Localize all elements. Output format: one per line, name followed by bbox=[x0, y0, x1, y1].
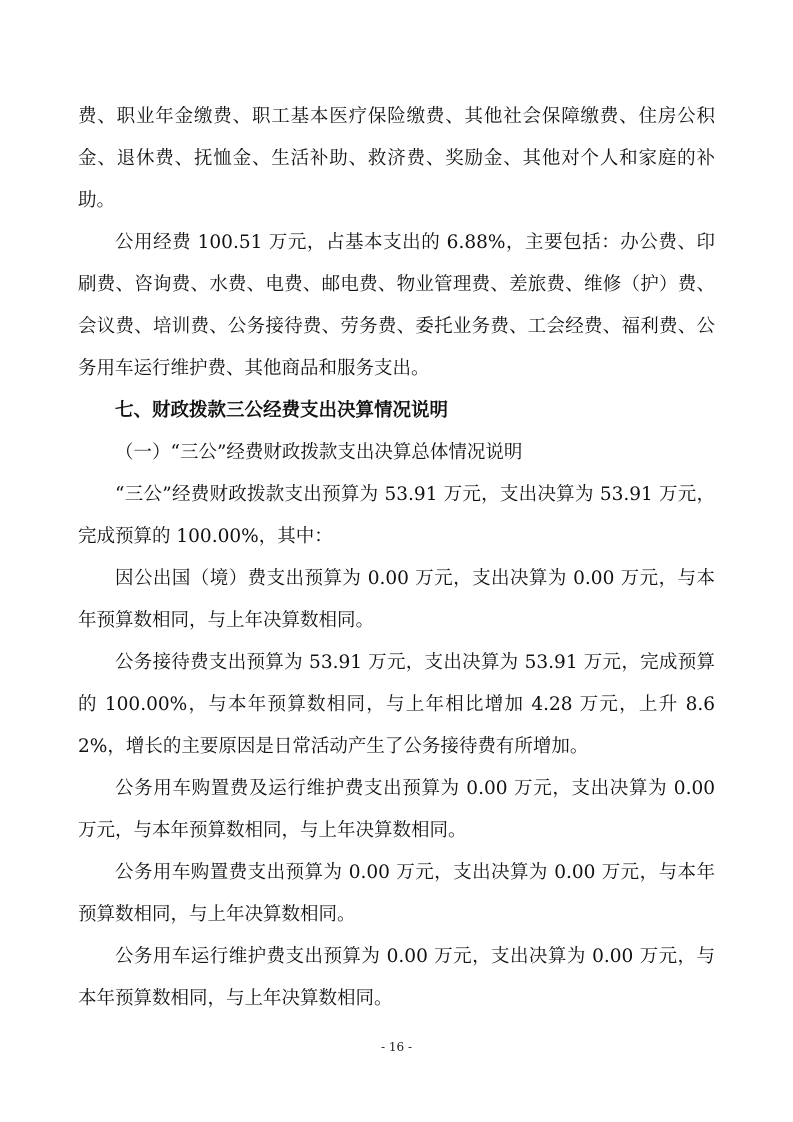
paragraph-official-reception: 公务接待费支出预算为 53.91 万元，支出决算为 53.91 万元，完成预算的 100.00%，与本年预算数相同，与上年相比增加 4.28 万元，上升 8.62%，增长的主要原因是日常活动产生了公务接待费有所增加。 bbox=[78, 652, 715, 757]
section-heading: 七、财政拨款三公经费支出决算情况说明 bbox=[115, 400, 449, 421]
paragraph-vehicle-maintenance: 公务用车运行维护费支出预算为 0.00 万元，支出决算为 0.00 万元，与本年预算数相同，与上年决算数相同。 bbox=[78, 946, 715, 1009]
sub-heading: （一）“三公”经费财政拨款支出决算总体情况说明 bbox=[115, 442, 523, 463]
document-body bbox=[78, 96, 715, 1020]
paragraph-public-expenses: 公用经费 100.51 万元，占基本支出的 6.88%，主要包括：办公费、印刷费、咨询费、水费、电费、邮电费、物业管理费、差旅费、维修（护）费、会议费、培训费、公务接待费、劳务费、委托业务费、工会经费、福利费、公务用车运行维护费、其他商品和服务支出。 bbox=[78, 232, 715, 379]
page-number: - 16 - bbox=[380, 1040, 412, 1054]
paragraph-continued-personnel-expenses: 费、职业年金缴费、职工基本医疗保险缴费、其他社会保障缴费、住房公积金、退休费、抚恤金、生活补助、救济费、奖励金、其他对个人和家庭的补助。 bbox=[78, 106, 715, 211]
paragraph-three-public-total: “三公”经费财政拨款支出预算为 53.91 万元，支出决算为 53.91 万元，完成预算的 100.00%，其中： bbox=[78, 484, 715, 547]
paragraph-overseas-travel: 因公出国（境）费支出预算为 0.00 万元，支出决算为 0.00 万元，与本年预算数相同，与上年决算数相同。 bbox=[78, 568, 715, 631]
paragraph-vehicle-purchase: 公务用车购置费支出预算为 0.00 万元，支出决算为 0.00 万元，与本年预算数相同，与上年决算数相同。 bbox=[78, 862, 715, 925]
paragraph-vehicle-total: 公务用车购置费及运行维护费支出预算为 0.00 万元，支出决算为 0.00 万元，与本年预算数相同，与上年决算数相同。 bbox=[78, 778, 715, 841]
